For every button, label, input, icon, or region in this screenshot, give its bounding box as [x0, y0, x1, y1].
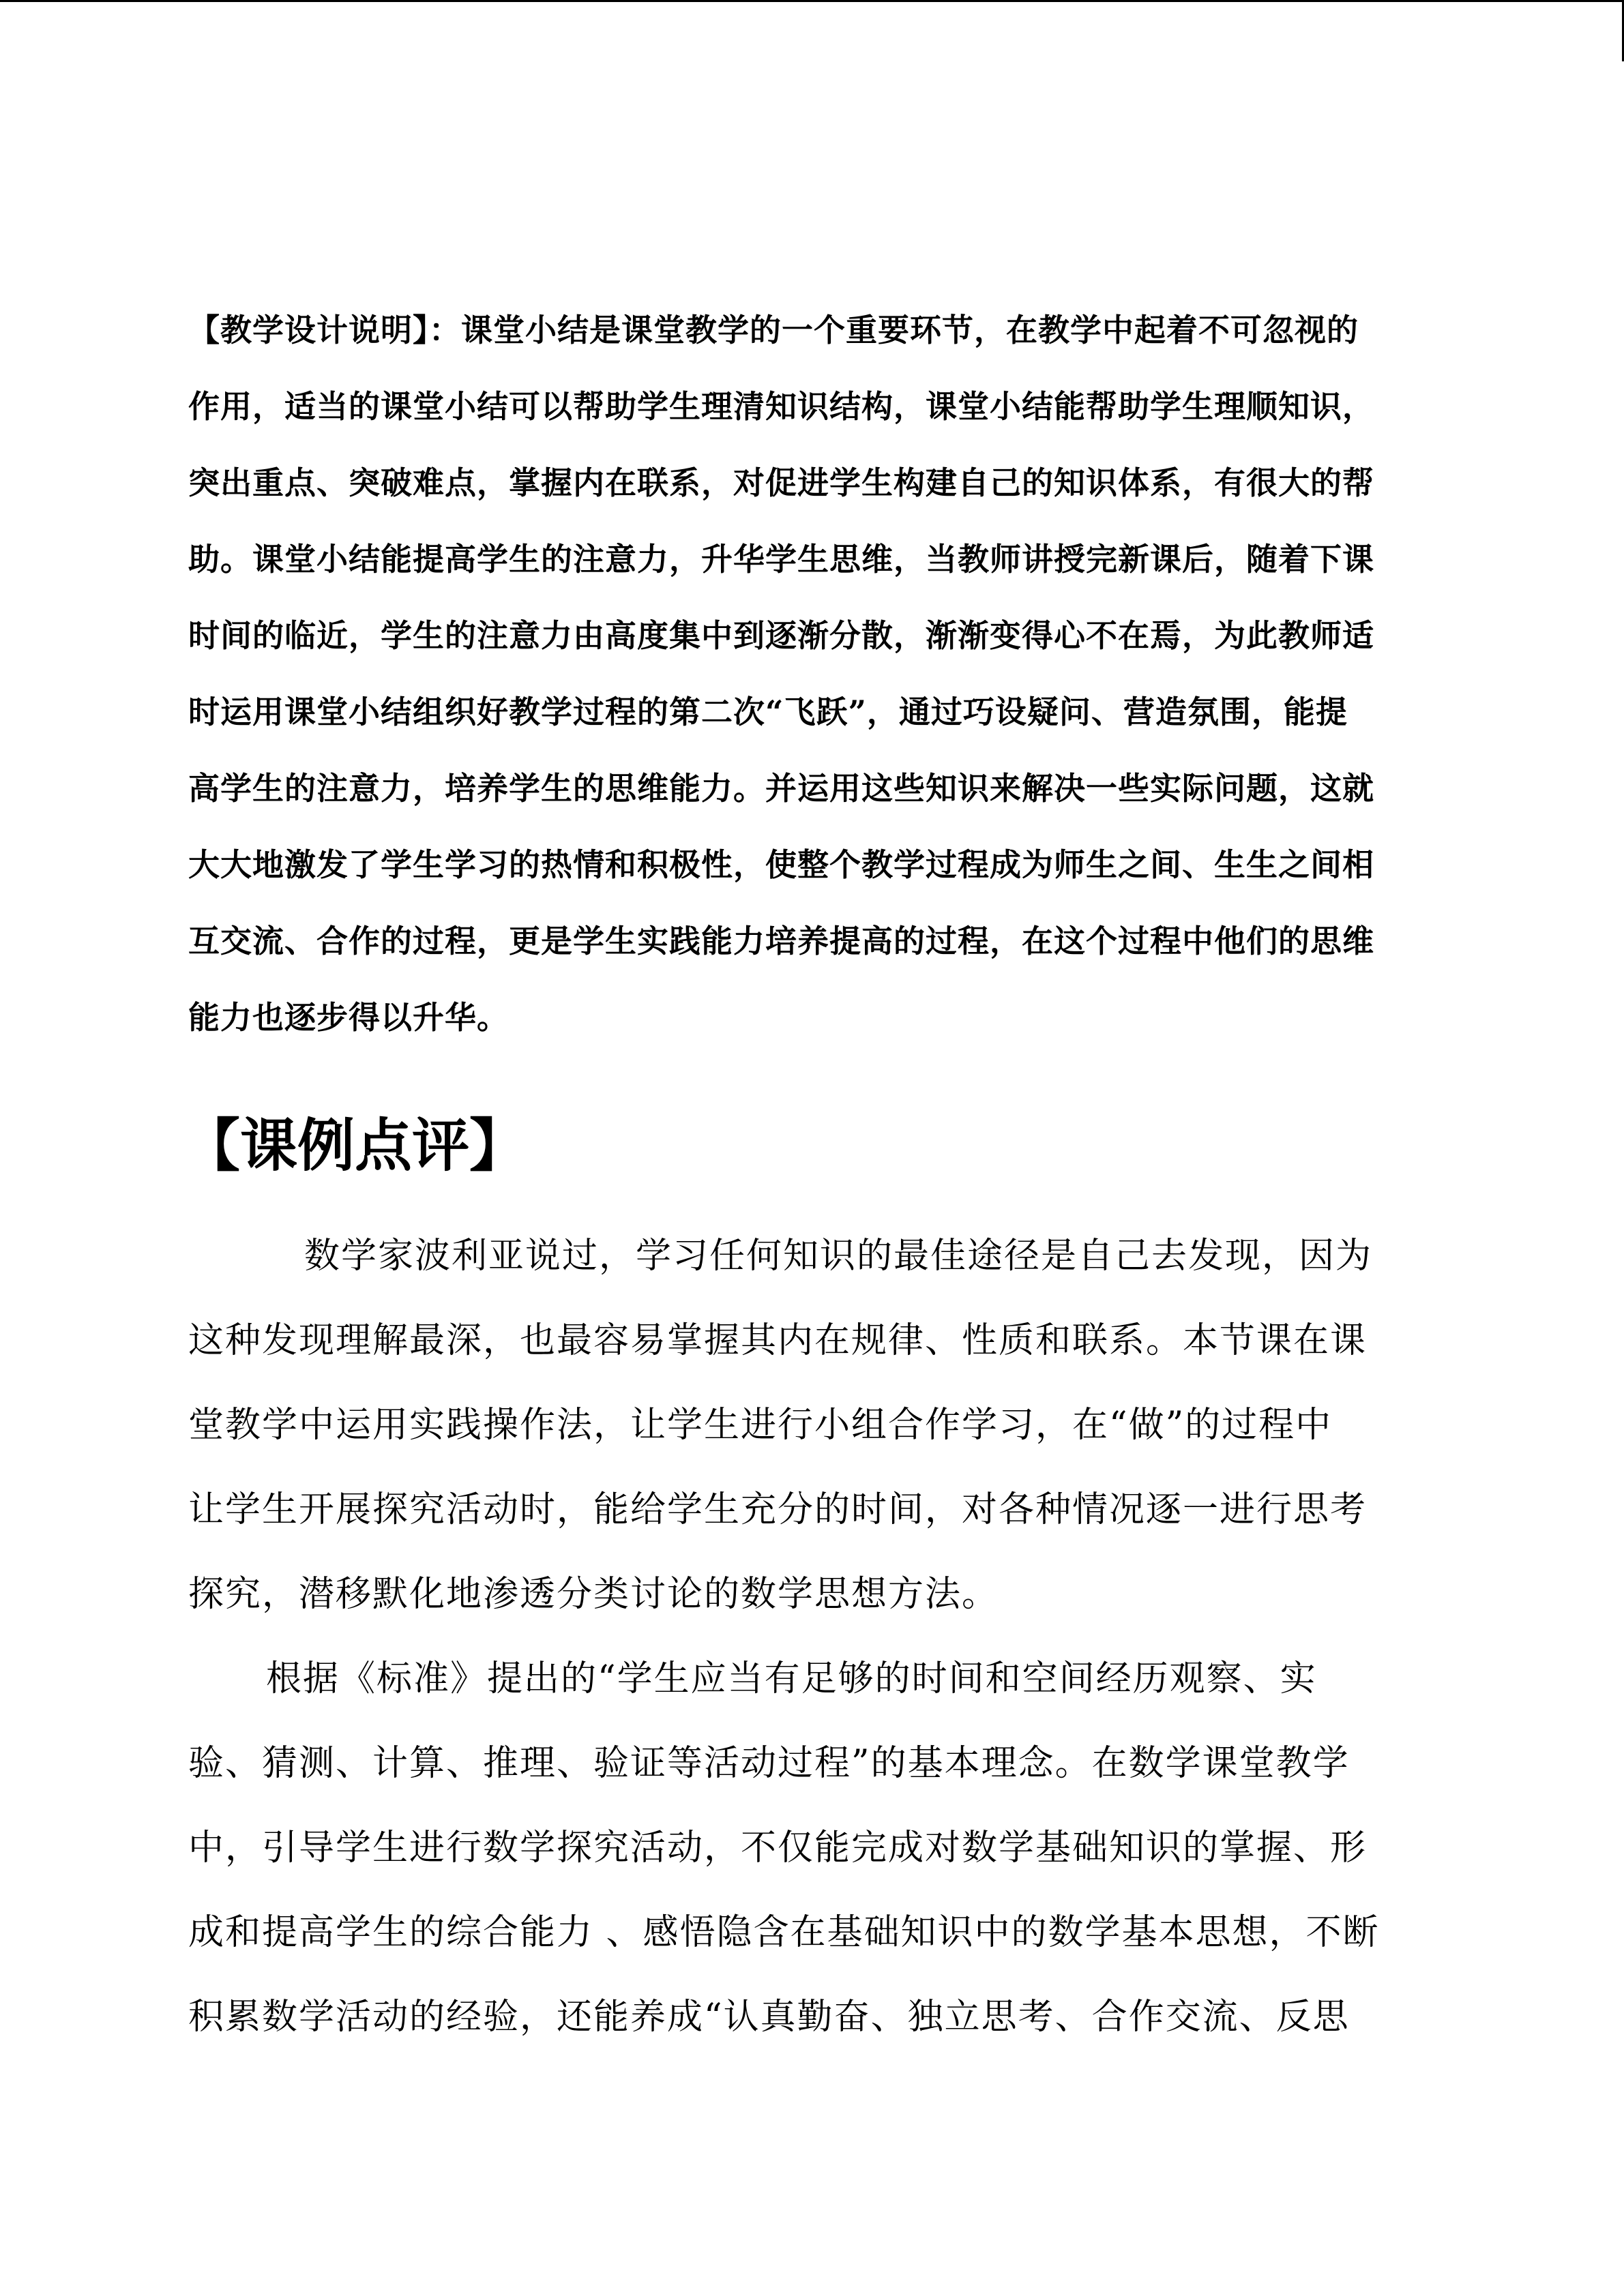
lesson-review-body: [188, 1214, 1436, 2059]
review-line: 探究，潜移默化地渗透分类讨论的数学思想方法。: [188, 1574, 999, 1615]
note-line: 高学生的注意力，培养学生的思维能力。并运用这些知识来解决一些实际问题，这就: [188, 770, 1374, 807]
note-line: 互交流、合作的过程，更是学生实践能力培养提高的过程，在这个过程中他们的思维: [188, 923, 1374, 959]
review-line: 成和提高学生的综合能力 、感悟隐含在基础知识中的数学基本思想，不断: [188, 1912, 1380, 1953]
review-line: 堂教学中运用实践操作法，让学生进行小组合作学习，在“做”的过程中: [188, 1405, 1333, 1446]
note-line: 助。课堂小结能提高学生的注意力，升华学生思维，当教师讲授完新课后，随着下课: [188, 541, 1374, 578]
review-line: 积累数学活动的经验，还能养成“认真勤奋、独立思考、合作交流、反思: [188, 1997, 1350, 2038]
note-line: 【教学设计说明】：课堂小结是课堂教学的一个重要环节，在教学中起着不可忽视的: [188, 312, 1359, 348]
note-line: 时运用课堂小结组织好教学过程的第二次“飞跃”，通过巧设疑问、营造氛围，能提: [188, 694, 1348, 730]
review-line: 根据《标准》提出的“学生应当有足够的时间和空间经历观察、实: [266, 1658, 1317, 1699]
note-line: 作用，适当的课堂小结可以帮助学生理清知识结构，课堂小结能帮助学生理顺知识，: [188, 388, 1374, 425]
section-heading: 【课例点评】: [183, 1112, 527, 1179]
review-line: 数学家波利亚说过，学习任何知识的最佳途径是自己去发现，因为: [304, 1236, 1373, 1277]
note-line: 大大地激发了学生学习的热情和积极性，使整个教学过程成为师生之间、生生之间相: [188, 846, 1374, 883]
review-line: 这种发现理解最深，也最容易掌握其内在规律、性质和联系。本节课在课: [188, 1320, 1368, 1361]
note-line: 突出重点、突破难点，掌握内在联系，对促进学生构建自己的知识体系，有很大的帮: [188, 464, 1374, 501]
note-line: 时间的临近，学生的注意力由高度集中到逐渐分散，渐渐变得心不在焉，为此教师适: [188, 617, 1374, 654]
top-border-line: [0, 0, 1624, 2]
teaching-design-note: [188, 292, 1436, 1056]
note-line: 能力也逐步得以升华。: [188, 999, 509, 1036]
review-line: 中，引导学生进行数学探究活动，不仅能完成对数学基础知识的掌握、形: [188, 1828, 1368, 1868]
review-line: 让学生开展探究活动时，能给学生充分的时间，对各种情况逐一进行思考: [188, 1489, 1368, 1530]
review-line: 验、猜测、计算、推理、验证等活动过程”的基本理念。在数学课堂教学: [188, 1743, 1350, 1784]
